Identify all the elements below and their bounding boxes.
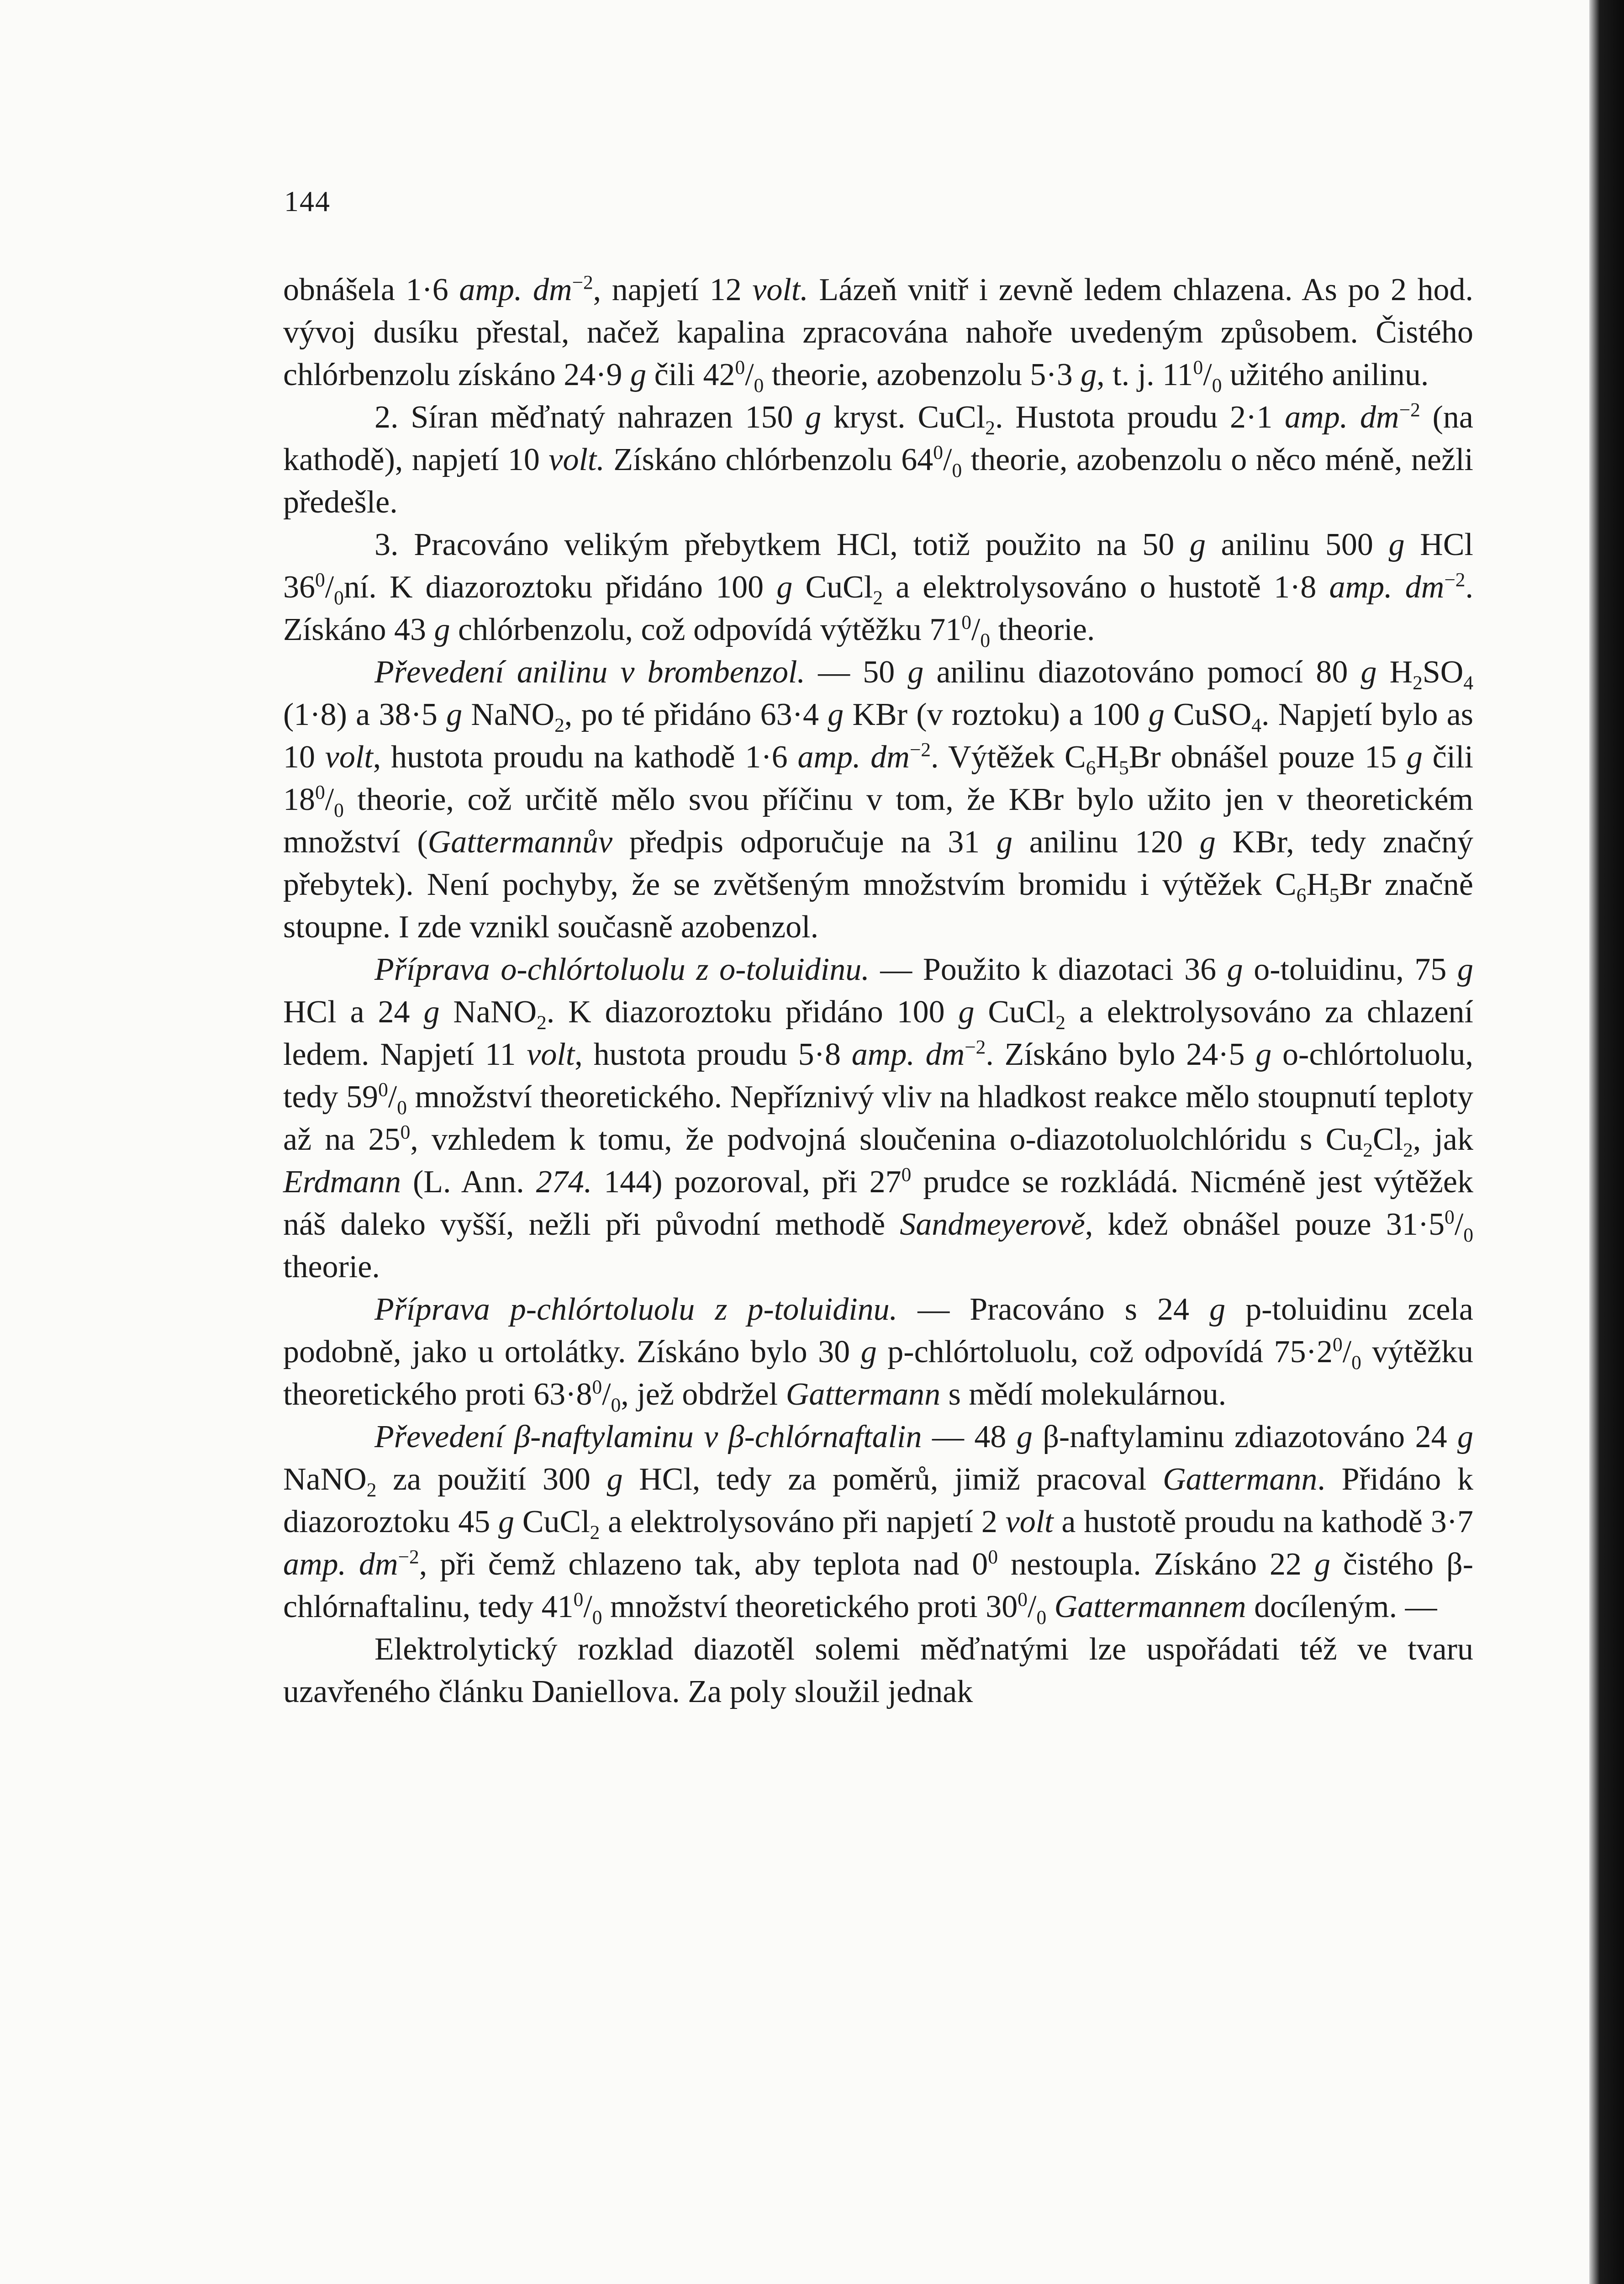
paragraph-p5: Příprava o-chlórtoluolu z o-toluidinu. — Použito k diazotaci 36 g o-toluidinu, 75 g HCl a 24 g NaNO$_2$. K diazoroztoku přidáno 100 g CuCl$_2$ a elektrolysováno za chlazení ledem. Napjetí 11 volt, hustota proudu 5·8 amp. $dm^{-2}$. Získáno bylo 24·5 g o-chlórtoluolu, tedy $59^0/_0$ množství theoretického. Nepříznivý vliv na hladkost reakce mělo stoupnutí teploty až na $25^0$, vzhledem k tomu, že podvojná sloučenina o-diazotoluolchlóridu s $Cu_2Cl_2$, jak Erdmann (L. Ann. 274. 144) pozoroval, při $27^0$ prudce se rozkládá. Nicméně jest výtěžek náš daleko vyšší, nežli při původní methodě Sandmeyerově, kdež obnášel pouze $31\cdot 5^0/_0$ theorie. <box>283 952 1474 1285</box>
body-text <box>283 269 1473 1713</box>
paragraph-p2: 2. Síran měďnatý nahrazen 150 g kryst. CuCl$_2$. Hustota proudu 2·1 amp. $dm^{-2}$ (na kathodě), napjetí 10 volt. Získáno chlórbenzolu $64^0/_0$ theorie, azobenzolu o něco méně, nežli předešle. <box>283 399 1473 520</box>
page-number: 144 <box>284 185 331 217</box>
paragraph-p4: Převedení anilinu v brombenzol. — 50 g anilinu diazotováno pomocí 80 g $H_2SO_4$ (1·8) a 38·5 g NaNO$_2$, po té přidáno 63·4 g KBr (v roztoku) a 100 g CuSO$_4$. Napjetí bylo as 10 volt, hustota proudu na kathodě 1·6 amp. $dm^{-2}$. Výtěžek $C_6H_5Br$ obnášel pouze 15 g čili $18^0/_0$ theorie, což určitě mělo svou příčinu v tom, že KBr bylo užito jen v theoretickém množství (Gattermannův předpis odporučuje na 31 g anilinu 120 g KBr, tedy značný přebytek). Není pochyby, že se zvětšeným množstvím bromidu i výtěžek $C_6H_5Br$ značně stoupne. I zde vznikl současně azobenzol. <box>283 655 1474 945</box>
paragraph-p3: 3. Pracováno velikým přebytkem HCl, totiž použito na 50 g anilinu 500 g HCl $36^0/_0ní$. K diazoroztoku přidáno 100 g CuCl$_2$ a elektrolysováno o hustotě 1·8 amp. $dm^{-2}$. Získáno 43 g chlórbenzolu, což odpovídá výtěžku $71^0/_0$ theorie. <box>283 527 1473 651</box>
paragraph-p8: Elektrolytický rozklad diazotěl solemi měďnatými lze uspořádati též ve tvaru uzavřeného článku Daniellova. Za poly sloužil jednak <box>283 1632 1473 1709</box>
paragraph-p6: Příprava p-chlórtoluolu z p-toluidinu. — Pracováno s 24 g p-toluidinu zcela podobně, jako u ortolátky. Získáno bylo 30 g p-chlórtoluolu, což odpovídá $75\cdot 2^0/_0$ výtěžku theoretického proti $63\cdot 8^0/_0$, jež obdržel Gattermann s mědí molekulárnou. <box>283 1292 1474 1416</box>
scan-edge <box>1589 0 1624 2284</box>
paragraph-p1: obnášela 1·6 amp. $dm^{-2}$, napjetí 12 volt. Lázeň vnitř i zevně ledem chlazena. As po 2 hod. vývoj dusíku přestal, načež kapalina zpracována nahoře uvedeným způsobem. Čistého chlórbenzolu získáno 24·9 g čili $42^0/_0$ theorie, azobenzolu 5·3 g, t. j. $11^0/_0$ užitého anilinu. <box>283 271 1473 397</box>
paragraph-p7: Převedení β-naftylaminu v β-chlórnaftalin — 48 g β-naftylaminu zdiazotováno 24 g NaNO$_2$ za použití 300 g HCl, tedy za poměrů, jimiž pracoval Gattermann. Přidáno k diazoroztoku 45 g CuCl$_2$ a elektrolysováno při napjetí 2 volt a hustotě proudu na kathodě 3·7 amp. $dm^{-2}$, při čemž chlazeno tak, aby teplota nad $0^0$ nestoupla. Získáno 22 g čistého β-chlórnaftalinu, tedy $41^0/_0$ množství theoretického proti $30^0/_0$ Gattermannem docíleným. — <box>283 1419 1474 1628</box>
